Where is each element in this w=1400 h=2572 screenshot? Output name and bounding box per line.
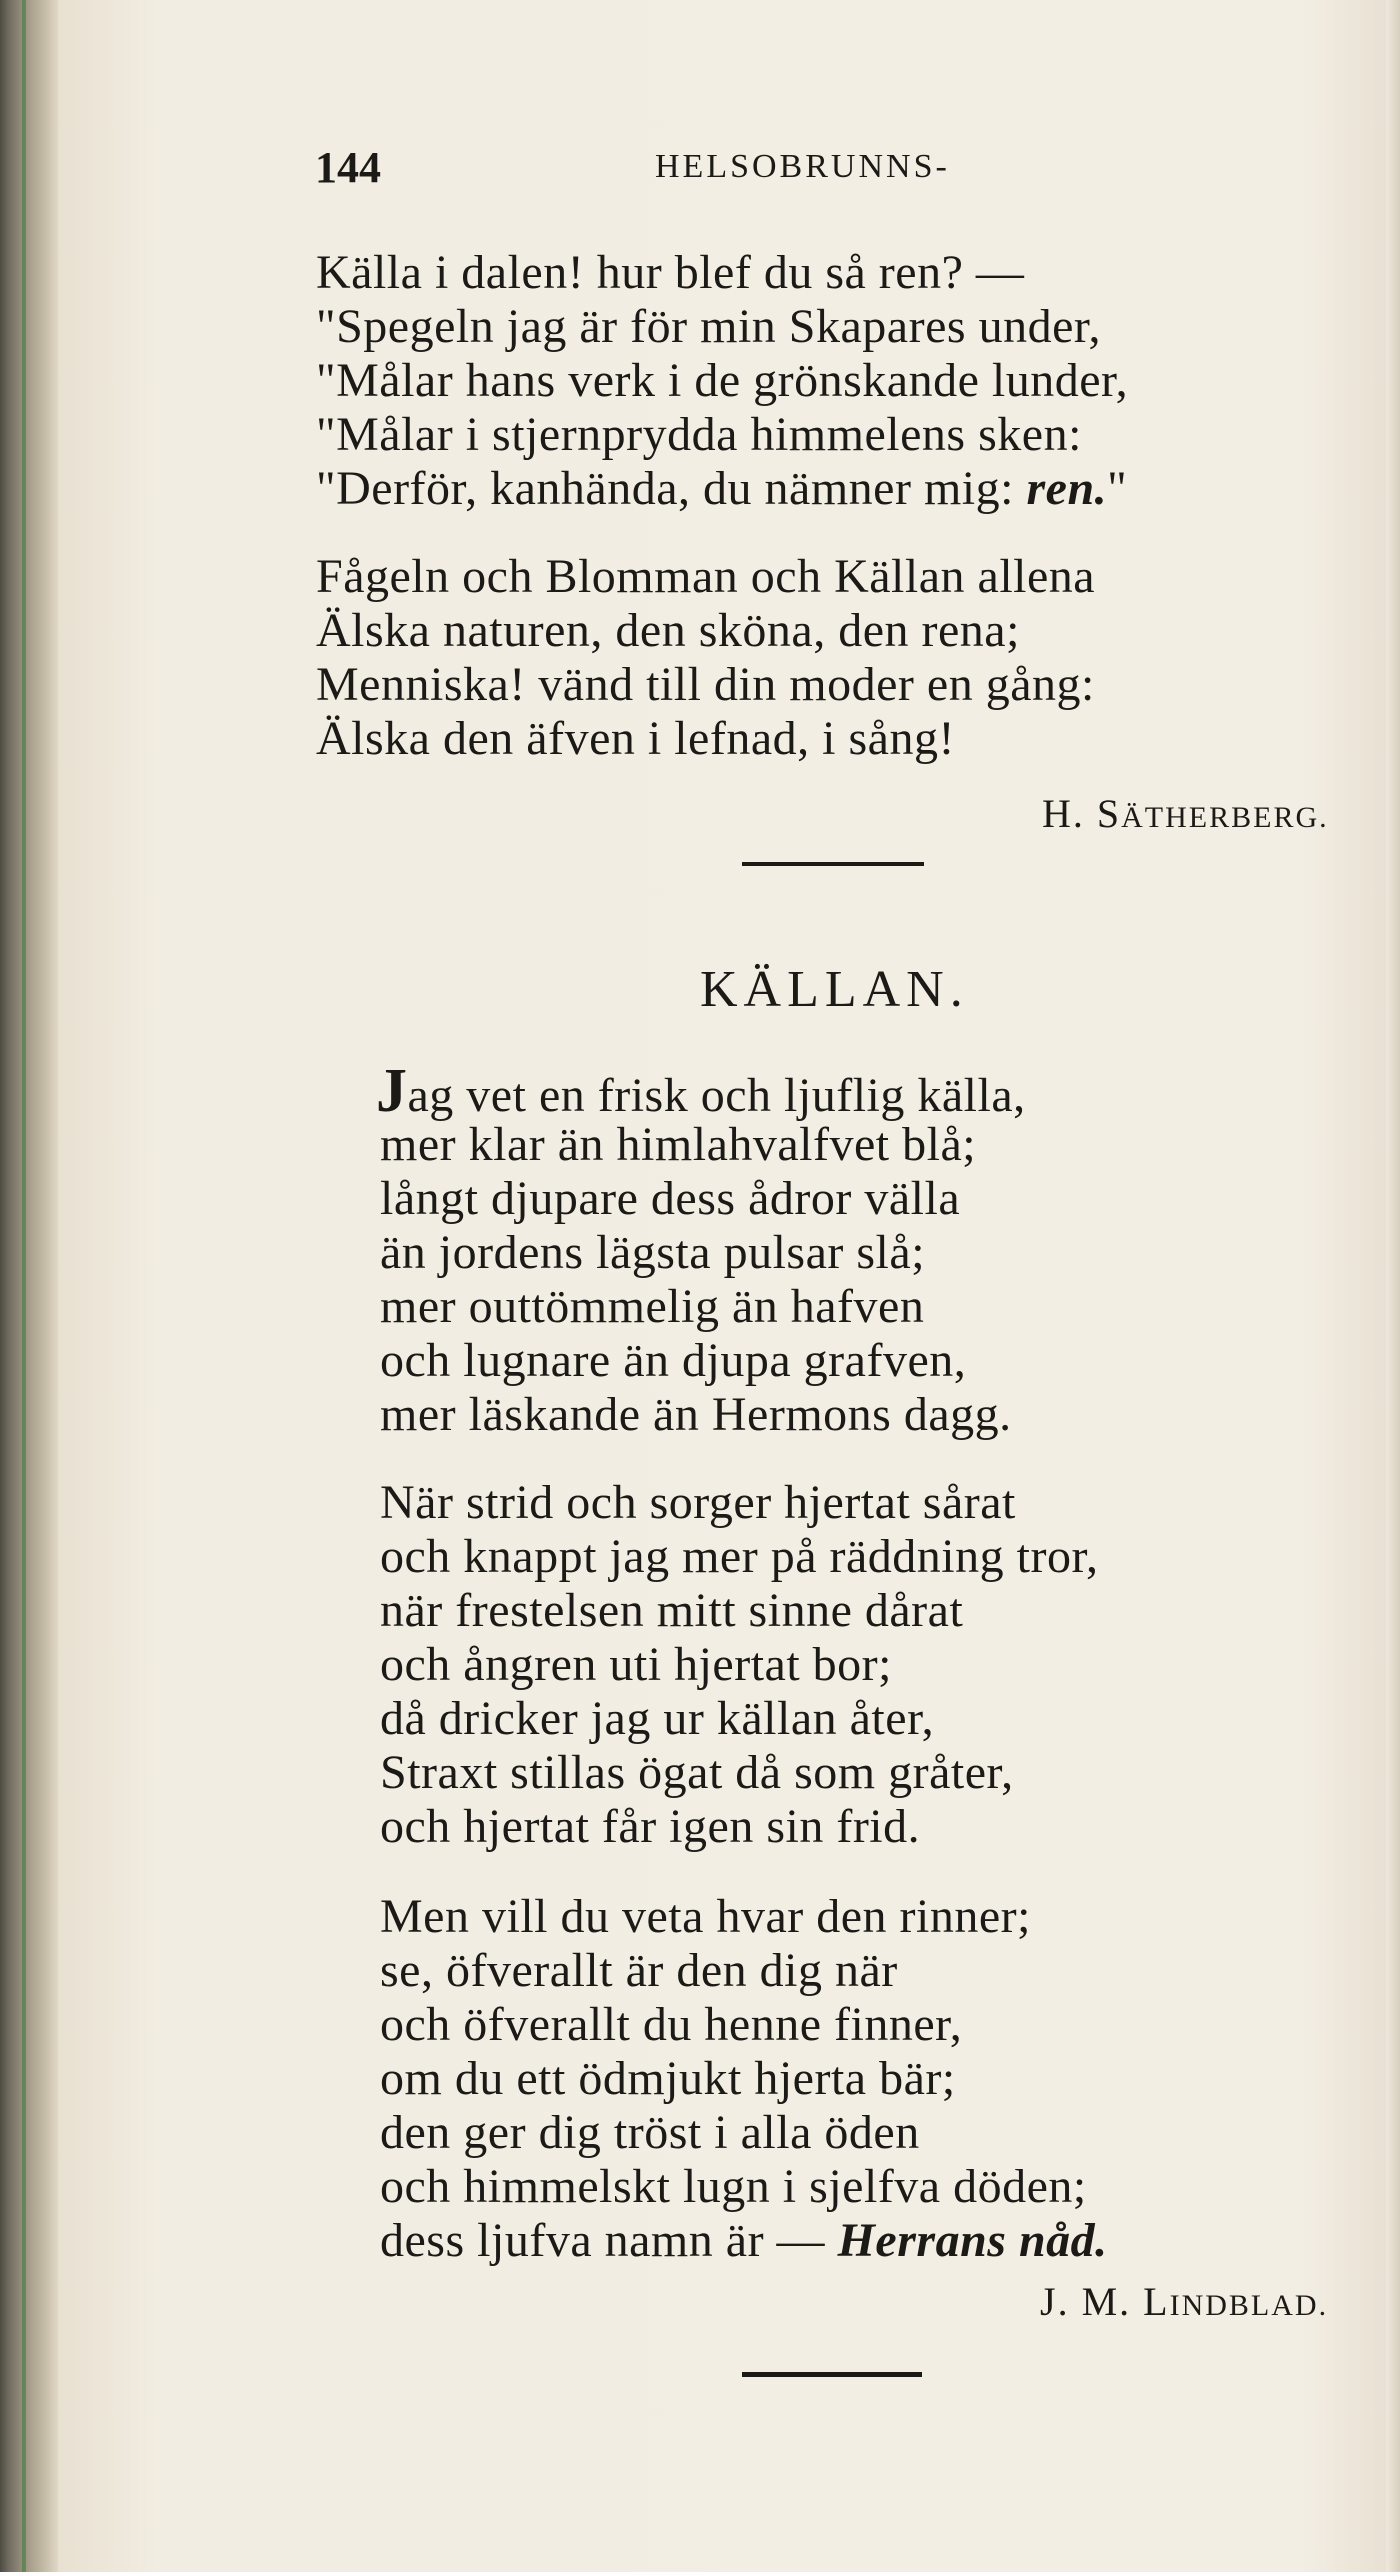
poem1-author-rest: ÄTHERBERG. <box>1121 801 1329 834</box>
poem1-author-initial: H. S <box>1042 791 1122 836</box>
poem2-line-5: mer outtömmelig än hafven <box>380 1280 925 1333</box>
book-spine-shadow <box>0 0 58 2572</box>
poem2-line-4: än jordens lägsta pulsar slå; <box>380 1226 926 1279</box>
poem1-line-2: "Spegeln jag är för min Skapares under, <box>316 300 1101 353</box>
spine-binding-edge <box>22 0 26 2572</box>
bottom-divider <box>742 2372 922 2377</box>
poem2-line-2: mer klar än himlahvalfvet blå; <box>380 1118 977 1171</box>
poem1-line-5-text: "Derför, kanhända, du nämner mig: <box>316 462 1027 515</box>
poem1-line-8: Menniska! vänd till din moder en gång: <box>316 658 1095 711</box>
poem2-line-13: Straxt stillas ögat då som gråter, <box>380 1746 1014 1799</box>
poem2-line-1-text: ag vet en frisk och ljuflig källa, <box>407 1069 1026 1122</box>
poem1-line-4: "Målar i stjernprydda himmelens sken: <box>316 408 1082 461</box>
poem2-line-19: den ger dig tröst i alla öden <box>380 2106 920 2159</box>
poem2-author-rest: INDBLAD. <box>1169 2289 1329 2322</box>
poem2-line-12: då dricker jag ur källan åter, <box>380 1692 935 1745</box>
poem2-title: KÄLLAN. <box>700 961 969 1018</box>
page-right-edge <box>1386 0 1400 2572</box>
poem2-line-11: och ångren uti hjertat bor; <box>380 1638 892 1691</box>
poem1-line-3: "Målar hans verk i de grönskande lunder, <box>316 354 1129 407</box>
running-title: HELSOBRUNNS- <box>655 148 950 185</box>
poem2-line-9: och knappt jag mer på räddning tror, <box>380 1530 1099 1583</box>
poem2-line-18: om du ett ödmjukt hjerta bär; <box>380 2052 956 2105</box>
poem2-line-17: och öfverallt du henne finner, <box>380 1998 963 2051</box>
poem2-line-10: när frestelsen mitt sinne dårat <box>380 1584 964 1637</box>
poem1-line-5-italic: ren. <box>1026 462 1108 515</box>
poem2-author <box>1040 2278 1328 2325</box>
poem1-line-6: Fågeln och Blomman och Källan allena <box>316 550 1096 603</box>
poem2-line-21-text: dess ljufva namn är — <box>380 2214 838 2267</box>
poem2-line-3: långt djupare dess ådror välla <box>380 1172 961 1225</box>
poem1-line-5-close: " <box>1107 462 1128 515</box>
poem2-line-21-italic: Herrans nåd. <box>837 2214 1108 2267</box>
poem1-line-5 <box>316 462 1127 516</box>
poem2-line-16: se, öfverallt är den dig när <box>380 1944 898 1997</box>
poem2-line-6: och lugnare än djupa grafven, <box>380 1334 967 1387</box>
poem1-author <box>1042 790 1329 837</box>
poem2-line-7: mer läskande än Hermons dagg. <box>380 1388 1012 1441</box>
poem2-line-14: och hjertat får igen sin frid. <box>380 1800 921 1853</box>
section-divider <box>742 862 924 866</box>
poem2-author-initial: J. M. L <box>1040 2279 1170 2324</box>
poem2-line-21 <box>380 2214 1108 2268</box>
poem2-line-8: När strid och sorger hjertat sårat <box>380 1476 1016 1529</box>
poem2-dropcap: J <box>376 1057 408 1125</box>
poem1-line-7: Älska naturen, den sköna, den rena; <box>316 604 1020 657</box>
poem2-line-15: Men vill du veta hvar den rinner; <box>380 1890 1031 1943</box>
page-number: 144 <box>315 143 381 192</box>
poem2-line-20: och himmelskt lugn i sjelfva döden; <box>380 2160 1087 2213</box>
poem2-line-1 <box>376 1057 1026 1125</box>
poem1-line-1: Källa i dalen! hur blef du så ren? — <box>316 246 1025 299</box>
poem1-line-9: Älska den äfven i lefnad, i sång! <box>316 712 955 765</box>
